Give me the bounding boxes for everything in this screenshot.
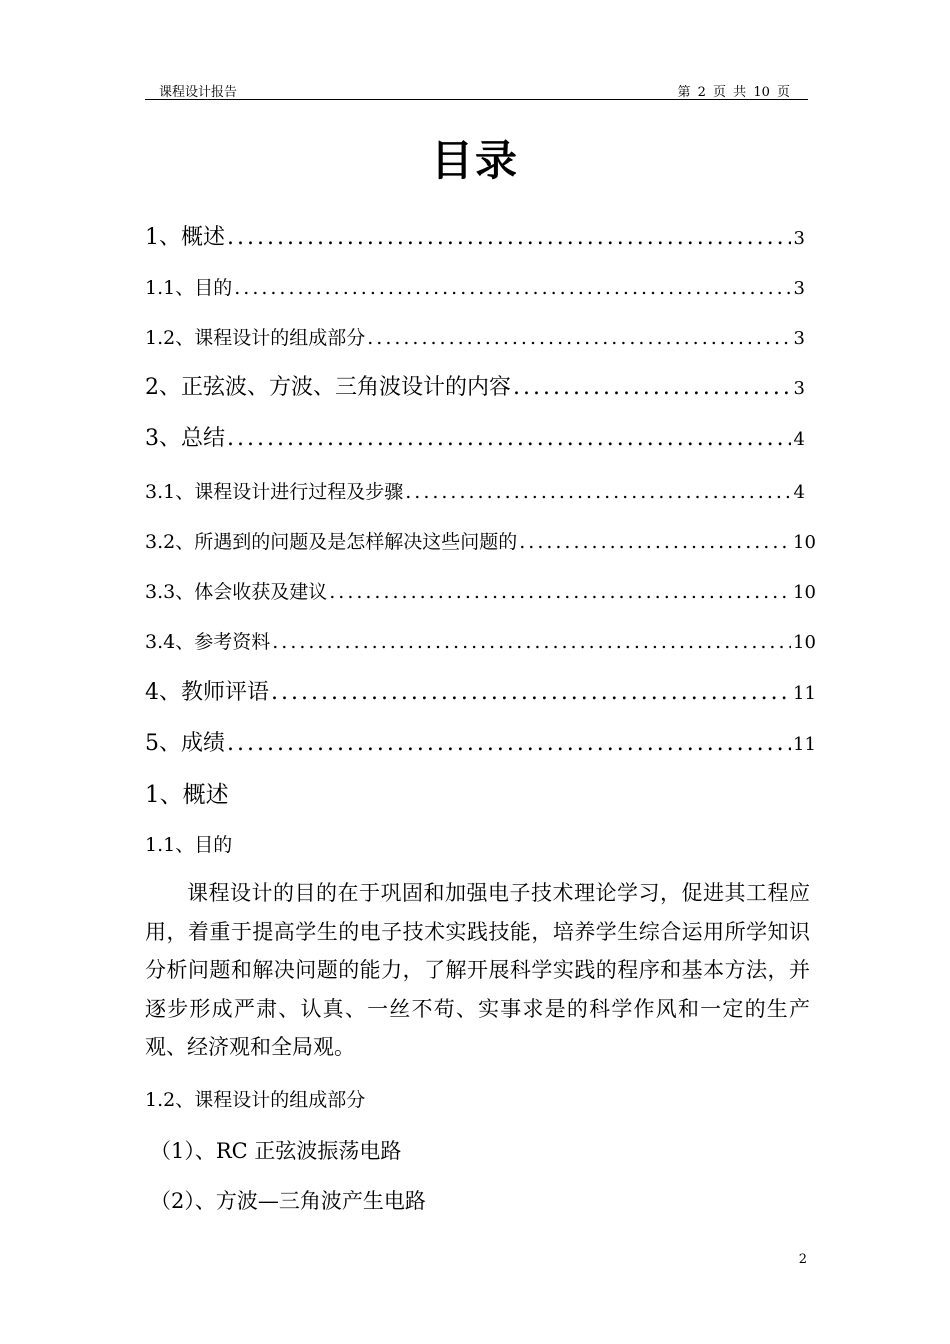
- toc-number: 5、: [145, 731, 181, 756]
- toc-label: 体会收获及建议: [194, 581, 328, 603]
- toc-label: 参考资料: [194, 631, 271, 653]
- toc-page: 4: [793, 429, 805, 450]
- toc-page: 11: [793, 734, 816, 755]
- toc-leader: [513, 375, 791, 400]
- toc-leader: [405, 481, 791, 503]
- toc-entry-3-3[interactable]: [145, 577, 816, 604]
- toc-number: 2、: [145, 375, 181, 400]
- list-item-1: （1）、RC 正弦波振荡电路: [150, 1139, 402, 1163]
- toc-number: 4、: [145, 680, 181, 705]
- toc-page: 11: [793, 683, 816, 704]
- list-item-2: （2）、方波—三角波产生电路: [150, 1189, 426, 1213]
- toc-entry-2[interactable]: [145, 370, 805, 401]
- toc-leader: [234, 277, 791, 299]
- toc-label: 概述: [181, 225, 226, 250]
- toc-entry-1-2[interactable]: [145, 323, 805, 350]
- toc-number: 3.2、: [145, 531, 195, 553]
- page-title: 目录: [430, 136, 519, 185]
- toc-entry-3-1[interactable]: [145, 477, 805, 504]
- toc-entry-3-4[interactable]: [145, 627, 816, 654]
- toc-entry-3[interactable]: [145, 421, 805, 452]
- toc-leader: [367, 327, 791, 349]
- toc-entry-3-2[interactable]: [145, 527, 816, 554]
- toc-label: 总结: [181, 426, 226, 451]
- toc-label: 课程设计的组成部分: [194, 327, 366, 349]
- toc-leader: [227, 731, 791, 756]
- toc-number: 1、: [145, 225, 181, 250]
- section-heading-1-2: 1.2、课程设计的组成部分: [145, 1089, 366, 1111]
- toc-entry-1[interactable]: [145, 220, 805, 251]
- toc-page: 3: [793, 228, 805, 249]
- toc-label: 正弦波、方波、三角波设计的内容: [181, 375, 512, 400]
- toc-leader: [227, 225, 791, 250]
- toc-leader: [227, 426, 791, 451]
- section-heading-1: 1、概述: [145, 782, 229, 808]
- toc-page: 3: [793, 328, 805, 349]
- toc-label: 目的: [194, 277, 233, 299]
- toc-leader: [272, 631, 791, 653]
- toc-label: 教师评语: [181, 680, 270, 705]
- toc-entry-4[interactable]: [145, 675, 816, 706]
- toc-page: 10: [793, 532, 816, 553]
- toc-label: 所遇到的问题及是怎样解决这些问题的: [194, 531, 518, 553]
- header-title: 课程设计报告: [159, 85, 238, 100]
- toc-number: 1.2、: [145, 327, 195, 349]
- toc-leader: [271, 680, 791, 705]
- toc-label: 课程设计进行过程及步骤: [194, 481, 404, 503]
- toc-entry-1-1[interactable]: [145, 273, 805, 300]
- toc-page: 3: [793, 378, 805, 399]
- toc-page: 10: [793, 582, 816, 603]
- toc-page: 4: [793, 482, 805, 503]
- page-header: [145, 79, 808, 100]
- toc-leader: [329, 581, 791, 603]
- toc-number: 3.3、: [145, 581, 195, 603]
- toc-page: 3: [793, 278, 805, 299]
- section-heading-1-1: 1.1、目的: [145, 834, 233, 856]
- toc-number: 3、: [145, 426, 181, 451]
- toc-number: 3.4、: [145, 631, 195, 653]
- purpose-paragraph: 课程设计的目的在于巩固和加强电子技术理论学习，促进其工程应用，着重于提高学生的电子技术实践技能，培养学生综合运用所学知识分析问题和解决问题的能力，了解开展科学实践的程序和基本方法，并逐步形成严肃、认真、一丝不苟、实事求是的科学作风和一定的生产观、经济观和全局观。: [145, 881, 810, 1059]
- page-number: 2: [798, 1252, 807, 1267]
- toc-page: 10: [793, 632, 816, 653]
- toc-leader: [519, 531, 791, 553]
- toc-number: 1.1、: [145, 277, 195, 299]
- toc-label: 成绩: [181, 731, 226, 756]
- toc-entry-5[interactable]: [145, 726, 816, 757]
- header-page-info: 第 2 页 共 10 页: [677, 85, 790, 100]
- toc-number: 3.1、: [145, 481, 195, 503]
